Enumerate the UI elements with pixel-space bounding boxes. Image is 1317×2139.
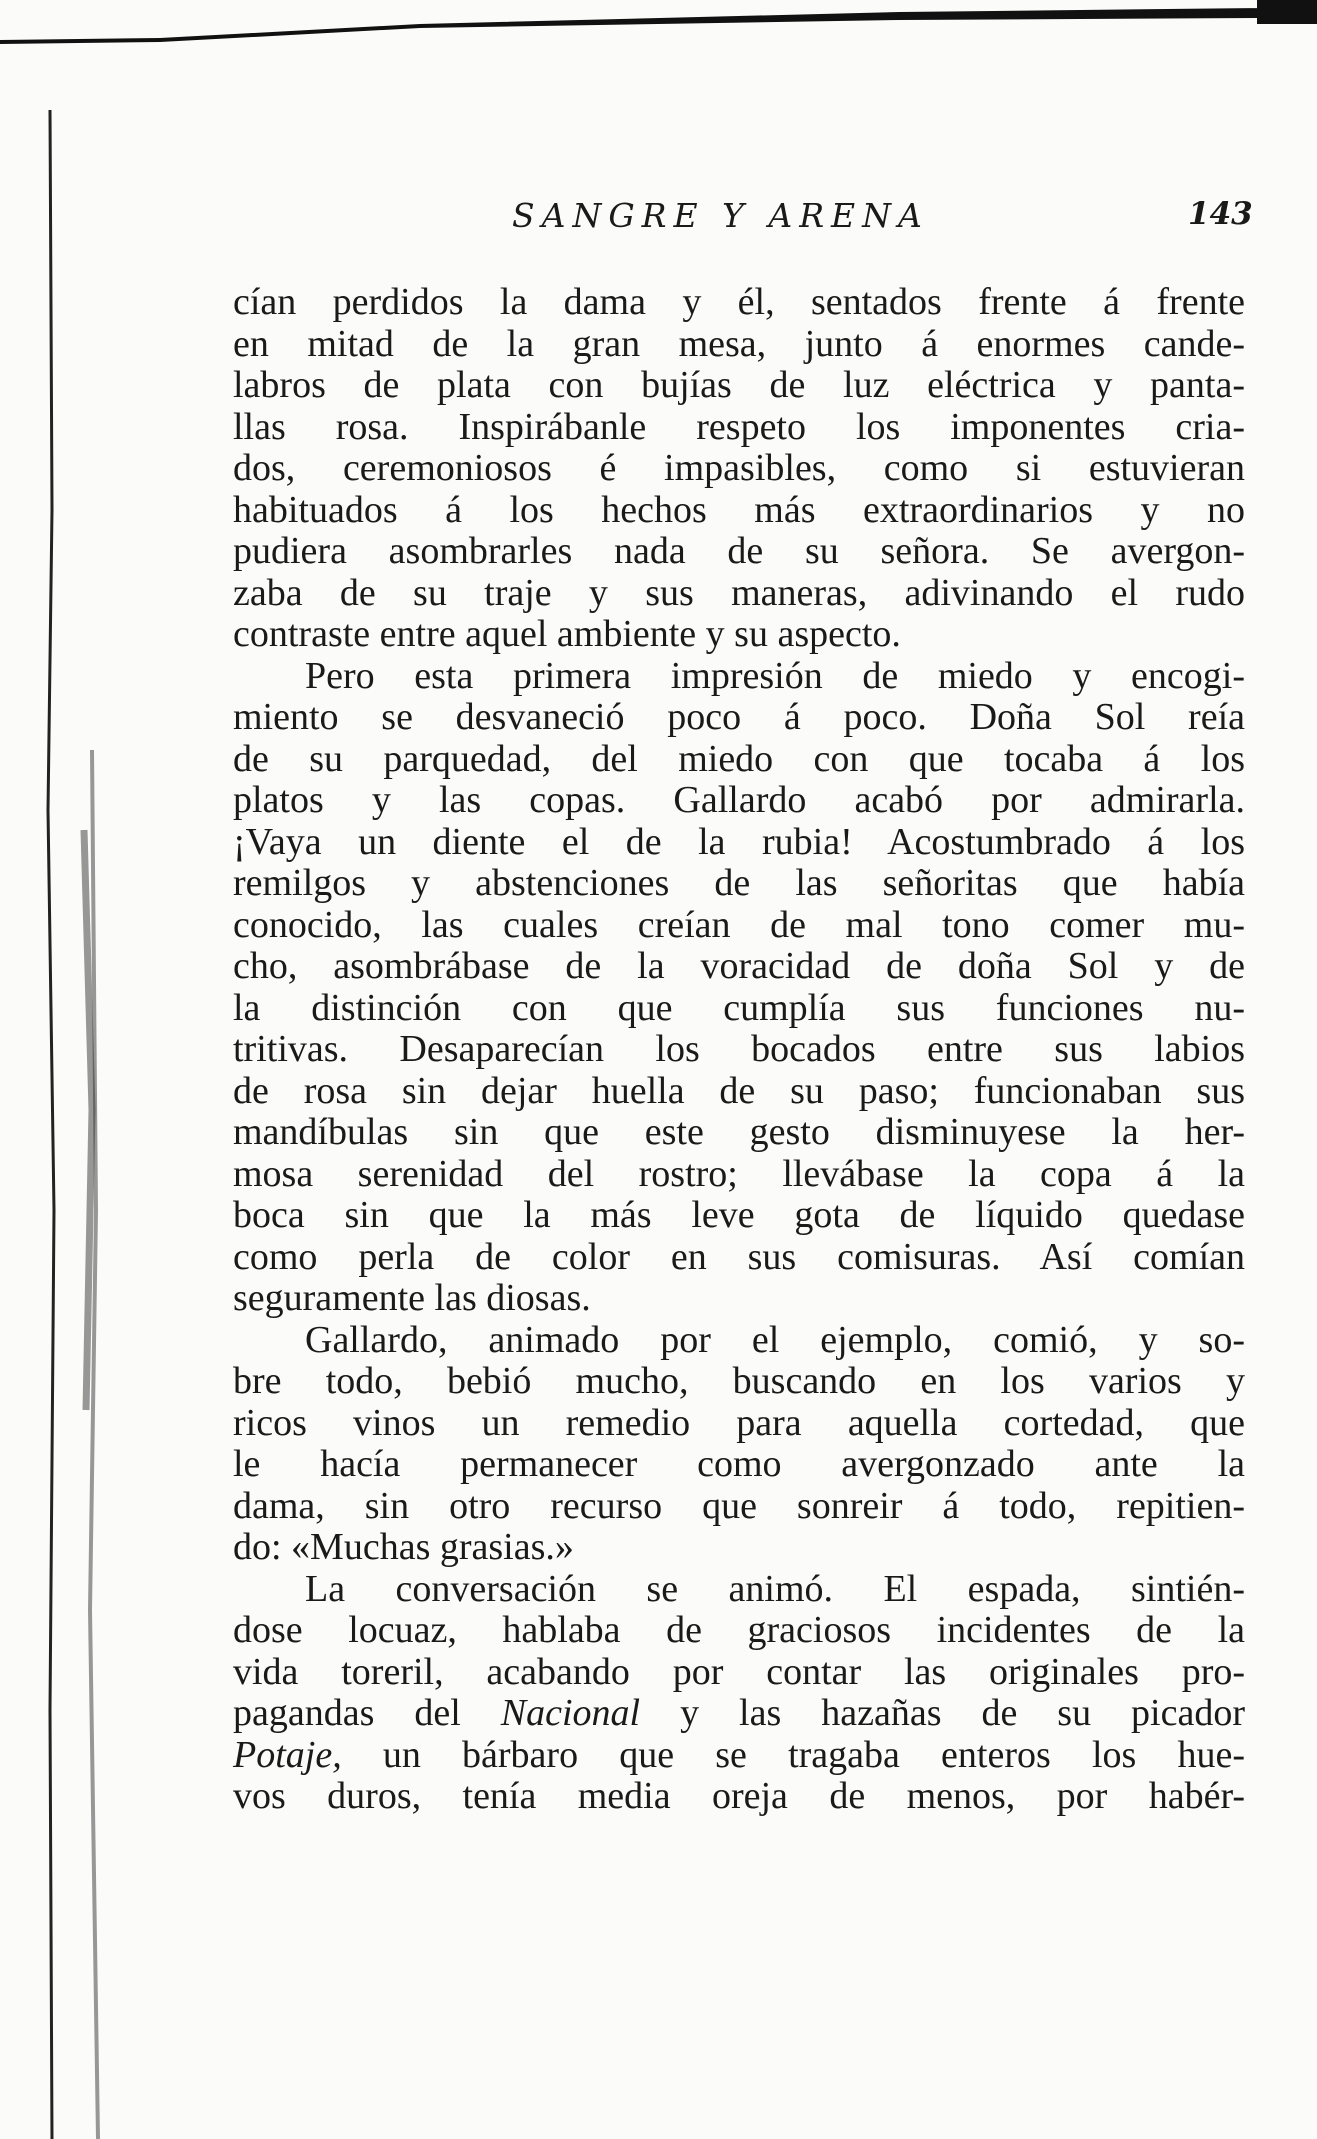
text-line: ricos vinos un remedio para aquella cortedad, que bbox=[233, 1401, 1245, 1444]
italic-word-potaje: Potaje, bbox=[233, 1733, 342, 1776]
text-line: do: «Muchas grasias.» bbox=[233, 1526, 574, 1568]
text-line-with-italic bbox=[233, 1735, 1245, 1777]
text-span: y las hazañas de su picador bbox=[640, 1692, 1245, 1734]
text-line: la distinción con que cumplía sus funciones nu- bbox=[233, 986, 1245, 1029]
text-line: mosa serenidad del rostro; llevábase la copa á la bbox=[233, 1152, 1245, 1195]
text-line: de su parquedad, del miedo con que tocaba á los bbox=[233, 737, 1245, 780]
text-line: ¡Vaya un diente el de la rubia! Acostumbrado á los bbox=[233, 820, 1245, 863]
text-line-with-italic bbox=[233, 1693, 1245, 1735]
text-line: le hacía permanecer como avergonzado ante la bbox=[233, 1443, 1245, 1485]
text-line: en mitad de la gran mesa, junto á enormes cande- bbox=[233, 322, 1245, 365]
text-line: llas rosa. Inspirábanle respeto los imponentes cria- bbox=[233, 405, 1245, 448]
text-line: zaba de su traje y sus maneras, adivinando el rudo bbox=[233, 571, 1245, 614]
text-line: remilgos y abstenciones de las señoritas que había bbox=[233, 862, 1245, 904]
text-line: vida toreril, acabando por contar las originales pro- bbox=[233, 1650, 1245, 1693]
text-line: cían perdidos la dama y él, sentados frente á frente bbox=[233, 281, 1245, 323]
left-binding-edge bbox=[40, 110, 100, 2139]
text-line: vos duros, tenía media oreja de menos, por habér- bbox=[233, 1775, 1245, 1817]
text-line: miento se desvaneció poco á poco. Doña Sol reía bbox=[233, 696, 1245, 738]
text-line: dama, sin otro recurso que sonreir á todo, repitien- bbox=[233, 1484, 1245, 1527]
top-page-edge-rule bbox=[0, 0, 1317, 46]
text-line: bre todo, bebió mucho, buscando en los varios y bbox=[233, 1360, 1245, 1402]
text-line: cho, asombrábase de la voracidad de doña Sol y de bbox=[233, 945, 1245, 987]
text-line: pudiera asombrarles nada de su señora. Se avergon- bbox=[233, 530, 1245, 572]
paragraph-start-line: Gallardo, animado por el ejemplo, comió, y so- bbox=[305, 1318, 1245, 1361]
running-header bbox=[0, 196, 1317, 236]
text-span: un bárbaro que se tragaba enteros los hue- bbox=[341, 1733, 1245, 1776]
text-line: boca sin que la más leve gota de líquido quedase bbox=[233, 1194, 1245, 1236]
text-line: habituados á los hechos más extraordinarios y no bbox=[233, 488, 1245, 531]
paragraph-start-line: La conversación se animó. El espada, sintién- bbox=[305, 1567, 1245, 1610]
text-line: tritivas. Desaparecían los bocados entre sus labios bbox=[233, 1028, 1245, 1070]
text-line: de rosa sin dejar huella de su paso; funcionaban sus bbox=[233, 1069, 1245, 1112]
text-line: seguramente las diosas. bbox=[233, 1277, 591, 1319]
italic-word-nacional: Nacional bbox=[500, 1692, 641, 1734]
paragraph-start-line: Pero esta primera impresión de miedo y encogi- bbox=[305, 654, 1245, 697]
text-line: contraste entre aquel ambiente y su aspecto. bbox=[233, 613, 901, 655]
text-line: platos y las copas. Gallardo acabó por admirarla. bbox=[233, 779, 1245, 821]
text-span: pagandas del bbox=[233, 1692, 501, 1734]
running-title: SANGRE Y ARENA bbox=[512, 196, 929, 235]
page-number: 143 bbox=[1188, 196, 1253, 232]
text-line: mandíbulas sin que este gesto disminuyese la her- bbox=[233, 1111, 1245, 1153]
text-line: conocido, las cuales creían de mal tono comer mu- bbox=[233, 903, 1245, 946]
text-line: dose locuaz, hablaba de graciosos incidentes de la bbox=[233, 1609, 1245, 1651]
text-line: dos, ceremoniosos é impasibles, como si estuvieran bbox=[233, 447, 1245, 489]
text-line: labros de plata con bujías de luz eléctrica y panta- bbox=[233, 364, 1245, 406]
text-line: como perla de color en sus comisuras. Así comían bbox=[233, 1235, 1245, 1278]
body-text bbox=[233, 282, 1245, 1818]
